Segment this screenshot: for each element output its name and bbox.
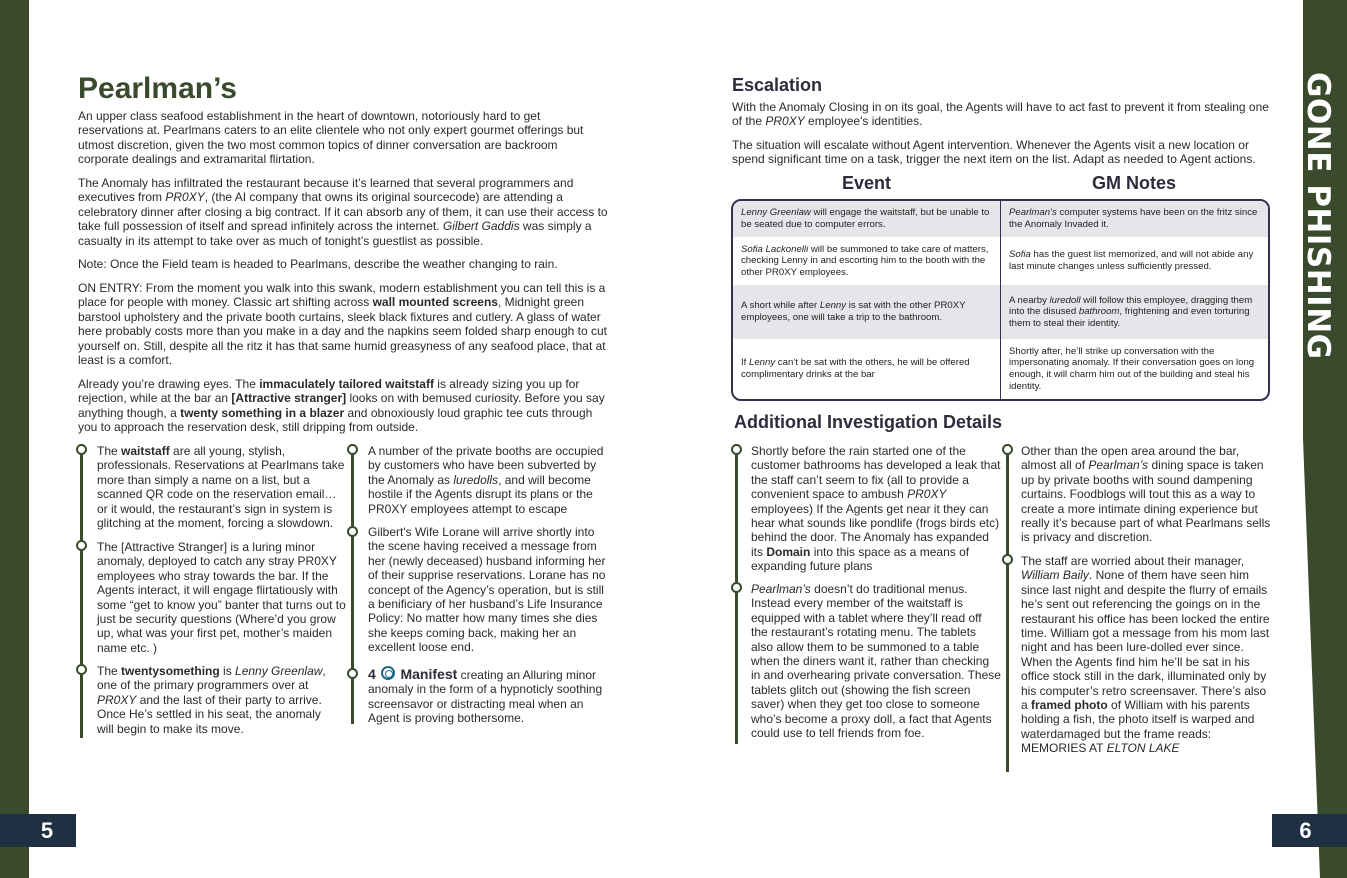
timeline-rail	[80, 444, 83, 738]
action-number: 4	[368, 666, 376, 682]
list-item: Gilbert's Wife Lorane will arrive shortly into the scene having received a message from her (newly deceased) husband informing her of their supprise reservations. Lorane has no concept of the Agency’s operation, but is still a benificiary of her husband’s Life Insurance Policy: No matter how many times she dies she keeps coming back, making her an excellent loose end.	[368, 525, 606, 655]
timeline-knob	[347, 526, 358, 537]
list-item: The twentysomething is Lenny Greenlaw, one of the primary programmers over at PR0XY and the last of their party to arrive. Once He’s settled in his seat, the anomaly will begin to make its move.	[97, 664, 326, 736]
timeline-knob	[1002, 554, 1013, 565]
page-number-left: 5	[0, 814, 76, 847]
list-item: Shortly before the rain started one of the customer bathrooms has developed a leak that the staff can’t seem to fix (all to provide a convenient space to ambush PR0XY employees) If the Agents get near it they can hear what sounds like pondlife (frogs birds etc) behind the door. The Anomaly has expanded its Domain into this space as a means of expanding future plans	[751, 444, 1001, 574]
timeline-knob	[731, 582, 742, 593]
weather-note: Note: Once the Field team is headed to Pearlmans, describe the weather changing to rain.	[78, 257, 558, 271]
event-cell: If Lenny can’t be sat with the others, he will be offered complimentary drinks at the bar	[741, 357, 970, 380]
page-number-right: 6	[1272, 814, 1347, 847]
list-item: The waitstaff are all young, stylish, professionals. Reservations at Pearlmans take more than simply a name on a list, but a scanned QR code on the reservation email… or it would, the restaurant’s sign in system is glitching at the moment, forcing a slowdown.	[97, 444, 345, 531]
note-cell: Sofia has the guest list memorized, and will not abide any last minute changes unless sufficiently pressed.	[1000, 237, 1267, 285]
table-row	[733, 201, 1268, 237]
timeline-knob	[76, 664, 87, 675]
timeline-knob	[76, 444, 87, 455]
note-cell: Pearlman’s computer systems have been on the fritz since the Anomaly Invaded it.	[1000, 201, 1267, 237]
note-cell: Shortly after, he’ll strike up conversation with the impersonating anomaly. If their conversation goes on long enough, it will charm him out of the building and steal his identity.	[1000, 339, 1267, 399]
table-header-gm-notes: GM Notes	[1091, 173, 1176, 193]
left-margin-strip	[0, 0, 29, 878]
escalation-heading: Escalation	[732, 75, 823, 95]
list-item: The [Attractive Stranger] is a luring minor anomaly, deployed to catch any stray PR0XY employees who stray towards the bar. If the Agents interact, it will engage flirtatiously with some “get to know you” banter that turns out to just be security questions (Where’d you grow up, what was your first pet, mother’s maiden name etc. )	[97, 540, 346, 655]
timeline-knob	[1002, 444, 1013, 455]
intro-paragraph: An upper class seafood establishment in the heart of downtown, notoriously hard to get reservations at. Pearlmans caters to an elite clientele who not only expert gourmet offerings but utmost discretion, given the two most common topics of dinner conversation are backroom corporate dealings and extramarital flirtation.	[78, 109, 584, 167]
list-item: The staff are worried about their manager, William Baily. None of them have seen him since last night and despite the flurry of emails he’s sent out referencing the goings on in the restaurant his office has been locked the entire time. William got a message from his mom last night and has been lure-dolled ever since. When the Agents find him he’ll be sat in his office stock still in the dark, illuminated only by his computer’s retro screensaver. There’s also a framed photo of William with his parents holding a fish, the photo itself is warped and waterdamaged but the frame reads: MEMORIES AT ELTON LAKE	[1021, 554, 1270, 756]
timeline-knob	[347, 444, 358, 455]
timeline-knob	[76, 540, 87, 551]
event-cell: Lenny Greenlaw will engage the waitstaff, but be unable to be seated due to computer errors.	[741, 207, 990, 230]
anomaly-paragraph: The Anomaly has infiltrated the restaurant because it’s learned that several programmers and executives from PR0XY, (the AI company that owns its original sourcecode) are attending a celebratory dinner after closing a big contract. If it can absorb any of them, it can use their access to take full possession of itself and spread infinitely across the internet. Gilbert Gaddis was simply a casualty in its attempt to take over as much of tonight’s guestlist as possible.	[78, 176, 608, 248]
additional-details-heading: Additional Investigation Details	[734, 412, 1003, 432]
table-header-event: Event	[841, 173, 892, 193]
list-item: Pearlman’s doesn’t do traditional menus. Instead every member of the waitstaff is equipped with a tablet where they’ll read off the restaurant’s rotating menu. The tablets also allow them to be summoned to a table when the diners want it, rather than checking in and overhearing private conversation. These tablets glitch out (showing the fish screen saver) when they get too close to someone who’s become a proxy doll, a fact that Agents could use to tell friends from foe.	[751, 582, 1001, 741]
on-entry-paragraph: ON ENTRY: From the moment you walk into this swank, modern establishment you can tell this is a place for people with money. Classic art shifting across wall mounted screens, Midnight green barstool upholstery and the private booth curtains, sleek black fixtures and cutlery. A glass of water here probably costs more than you make in a day and the napkins seem folded sharp enough to cut yourself on. Still, despite all the ritz it has that same humid greasyness of any seafood place, that at least is a comfort.	[78, 281, 607, 368]
note-cell: A nearby luredoll will follow this employee, dragging them into the disused bathroom, frightening and even torturing them to steal their identity.	[1000, 285, 1267, 339]
list-item: 4 Manifest creating an Alluring minor anomaly in the form of a hypnoticly soothing screensavor or distracting meal when an Agent is proving bothersome.	[368, 666, 603, 726]
event-cell: Sofia Lackonelli will be summoned to take care of matters, checking Lenny in and escorting him to the booth with the other PR0XY employees.	[741, 243, 989, 278]
table-row	[733, 237, 1268, 285]
timeline-rail	[351, 444, 354, 724]
table-row	[733, 339, 1268, 399]
chapter-tab-title: GONE PHISHING	[1300, 72, 1336, 360]
escalation-table	[731, 199, 1270, 401]
event-cell: A short while after Lenny is sat with the other PR0XY employees, one will take a trip to the bathroom.	[741, 300, 966, 323]
manifest-keyword: Manifest	[400, 666, 458, 682]
drawing-eyes-paragraph: Already you’re drawing eyes. The immaculately tailored waitstaff is already sizing you up for rejection, while at the bar an [Attractive stranger] looks on with bemused curiosity. Before you say anything though, a twenty something in a blazer and obnoxiously loud graphic tee cuts through you to approach the reservation desk, still dripping from outside.	[78, 377, 605, 435]
timeline-knob	[347, 668, 358, 679]
table-row	[733, 285, 1268, 339]
page-title: Pearlman’s	[78, 72, 237, 105]
list-item: Other than the open area around the bar, almost all of Pearlman’s dining space is taken up by private booths with sound dampening curtains. Foodblogs will tout this as a way to create a more intimate dining experience but really it’s because part of what Pearlmans sells is privacy and discretion.	[1021, 444, 1271, 545]
timeline-rail	[1006, 444, 1009, 772]
timeline-knob	[731, 444, 742, 455]
timeline-rail	[735, 444, 738, 744]
spiral-icon	[381, 666, 395, 680]
escalation-paragraph: With the Anomaly Closing in on its goal, the Agents will have to act fast to prevent it from stealing one of the PR0XY employee's identities.	[732, 100, 1269, 129]
list-item: A number of the private booths are occupied by customers who have been subverted by the Anomaly as luredolls, and will become hostile if the Agents disrupt its plans or the PR0XY employees attempt to escape	[368, 444, 604, 516]
escalation-paragraph-2: The situation will escalate without Agent intervention. Whenever the Agents visit a new location or spend significant time on a task, trigger the next item on the list. Adapt as needed to Agent actions.	[732, 138, 1256, 167]
